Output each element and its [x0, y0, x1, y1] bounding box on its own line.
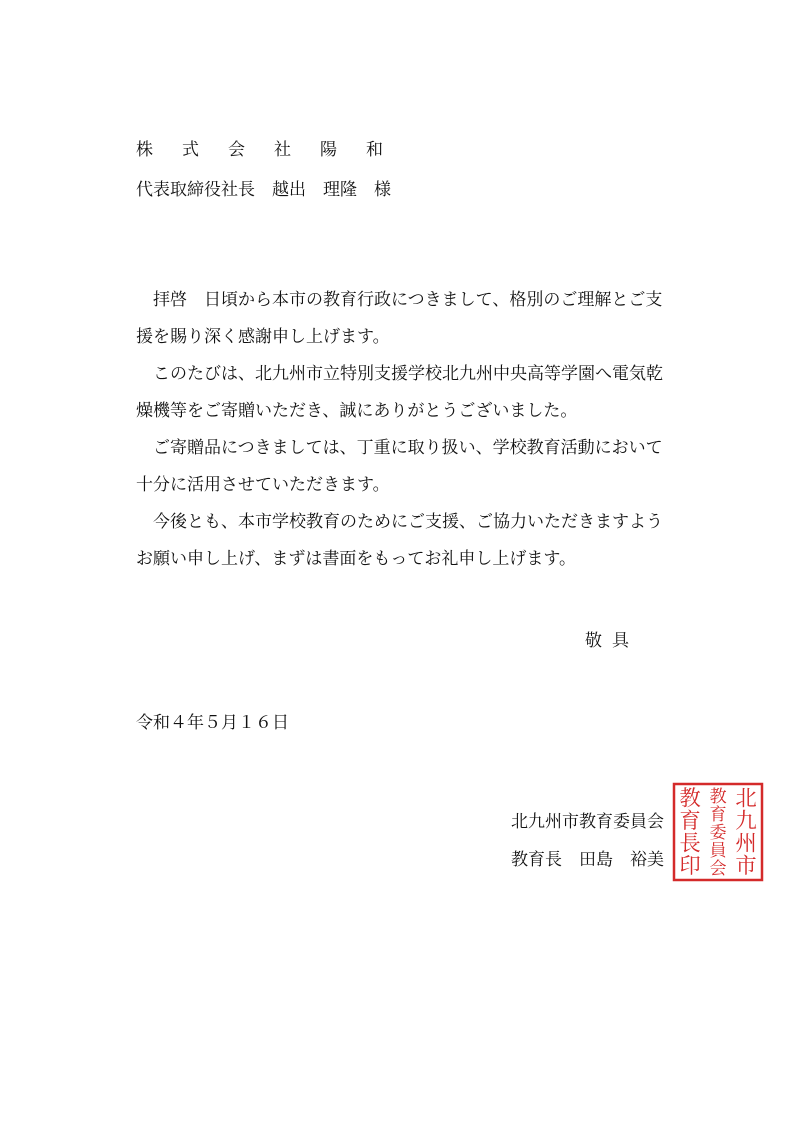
letter-date: 令和４年５月１６日: [136, 713, 289, 733]
seal-glyph: 教: [709, 787, 727, 808]
sender-organization: 北九州市教育委員会: [511, 812, 664, 832]
letter-body: [136, 282, 676, 578]
recipient-company-char: 式: [182, 140, 199, 160]
sender-title-name: 教育長 田島 裕美: [511, 850, 664, 870]
recipient-company-char: 社: [274, 140, 291, 160]
seal-glyph: 長: [679, 831, 701, 857]
seal-glyph: 北: [735, 786, 757, 812]
body-paragraph-2: このたびは、北九州市立特別支援学校北九州中央高等学園へ電気乾燥機等をご寄贈いただき、誠にありがとうございました。: [136, 364, 663, 421]
closing-phrase: 敬具: [585, 631, 639, 651]
official-seal-stamp: [672, 782, 764, 882]
body-paragraph-1: 拝啓 日頃から本市の教育行政につきまして、格別のご理解とご支援を賜り深く感謝申し上げます。: [136, 290, 663, 347]
seal-glyph: 九: [735, 809, 757, 835]
recipient-company-char: 会: [228, 140, 245, 160]
seal-glyph: 委: [709, 823, 727, 844]
recipient-company-char: 和: [366, 140, 383, 160]
body-paragraph-4: 今後とも、本市学校教育のためにご支援、ご協力いただきますようお願い申し上げ、まずは書面をもってお礼申し上げます。: [136, 512, 663, 569]
seal-glyph: 会: [709, 859, 727, 880]
seal-glyph: 育: [709, 805, 727, 826]
recipient-company-char: 株: [136, 140, 153, 160]
recipient-company-char: 陽: [320, 140, 337, 160]
recipient-representative: 代表取締役社長 越出 理隆 様: [136, 180, 391, 200]
body-paragraph-3: ご寄贈品につきましては、丁重に取り扱い、学校教育活動において十分に活用させていただきます。: [136, 438, 663, 495]
seal-glyphs: [674, 784, 762, 880]
seal-glyph: 員: [709, 841, 727, 862]
seal-glyph: 育: [679, 809, 701, 835]
seal-glyph: 教: [679, 786, 701, 812]
seal-glyph: 州: [735, 831, 757, 857]
recipient-company: [136, 135, 412, 160]
seal-glyph: 印: [679, 854, 701, 880]
seal-glyph: 市: [735, 854, 757, 880]
